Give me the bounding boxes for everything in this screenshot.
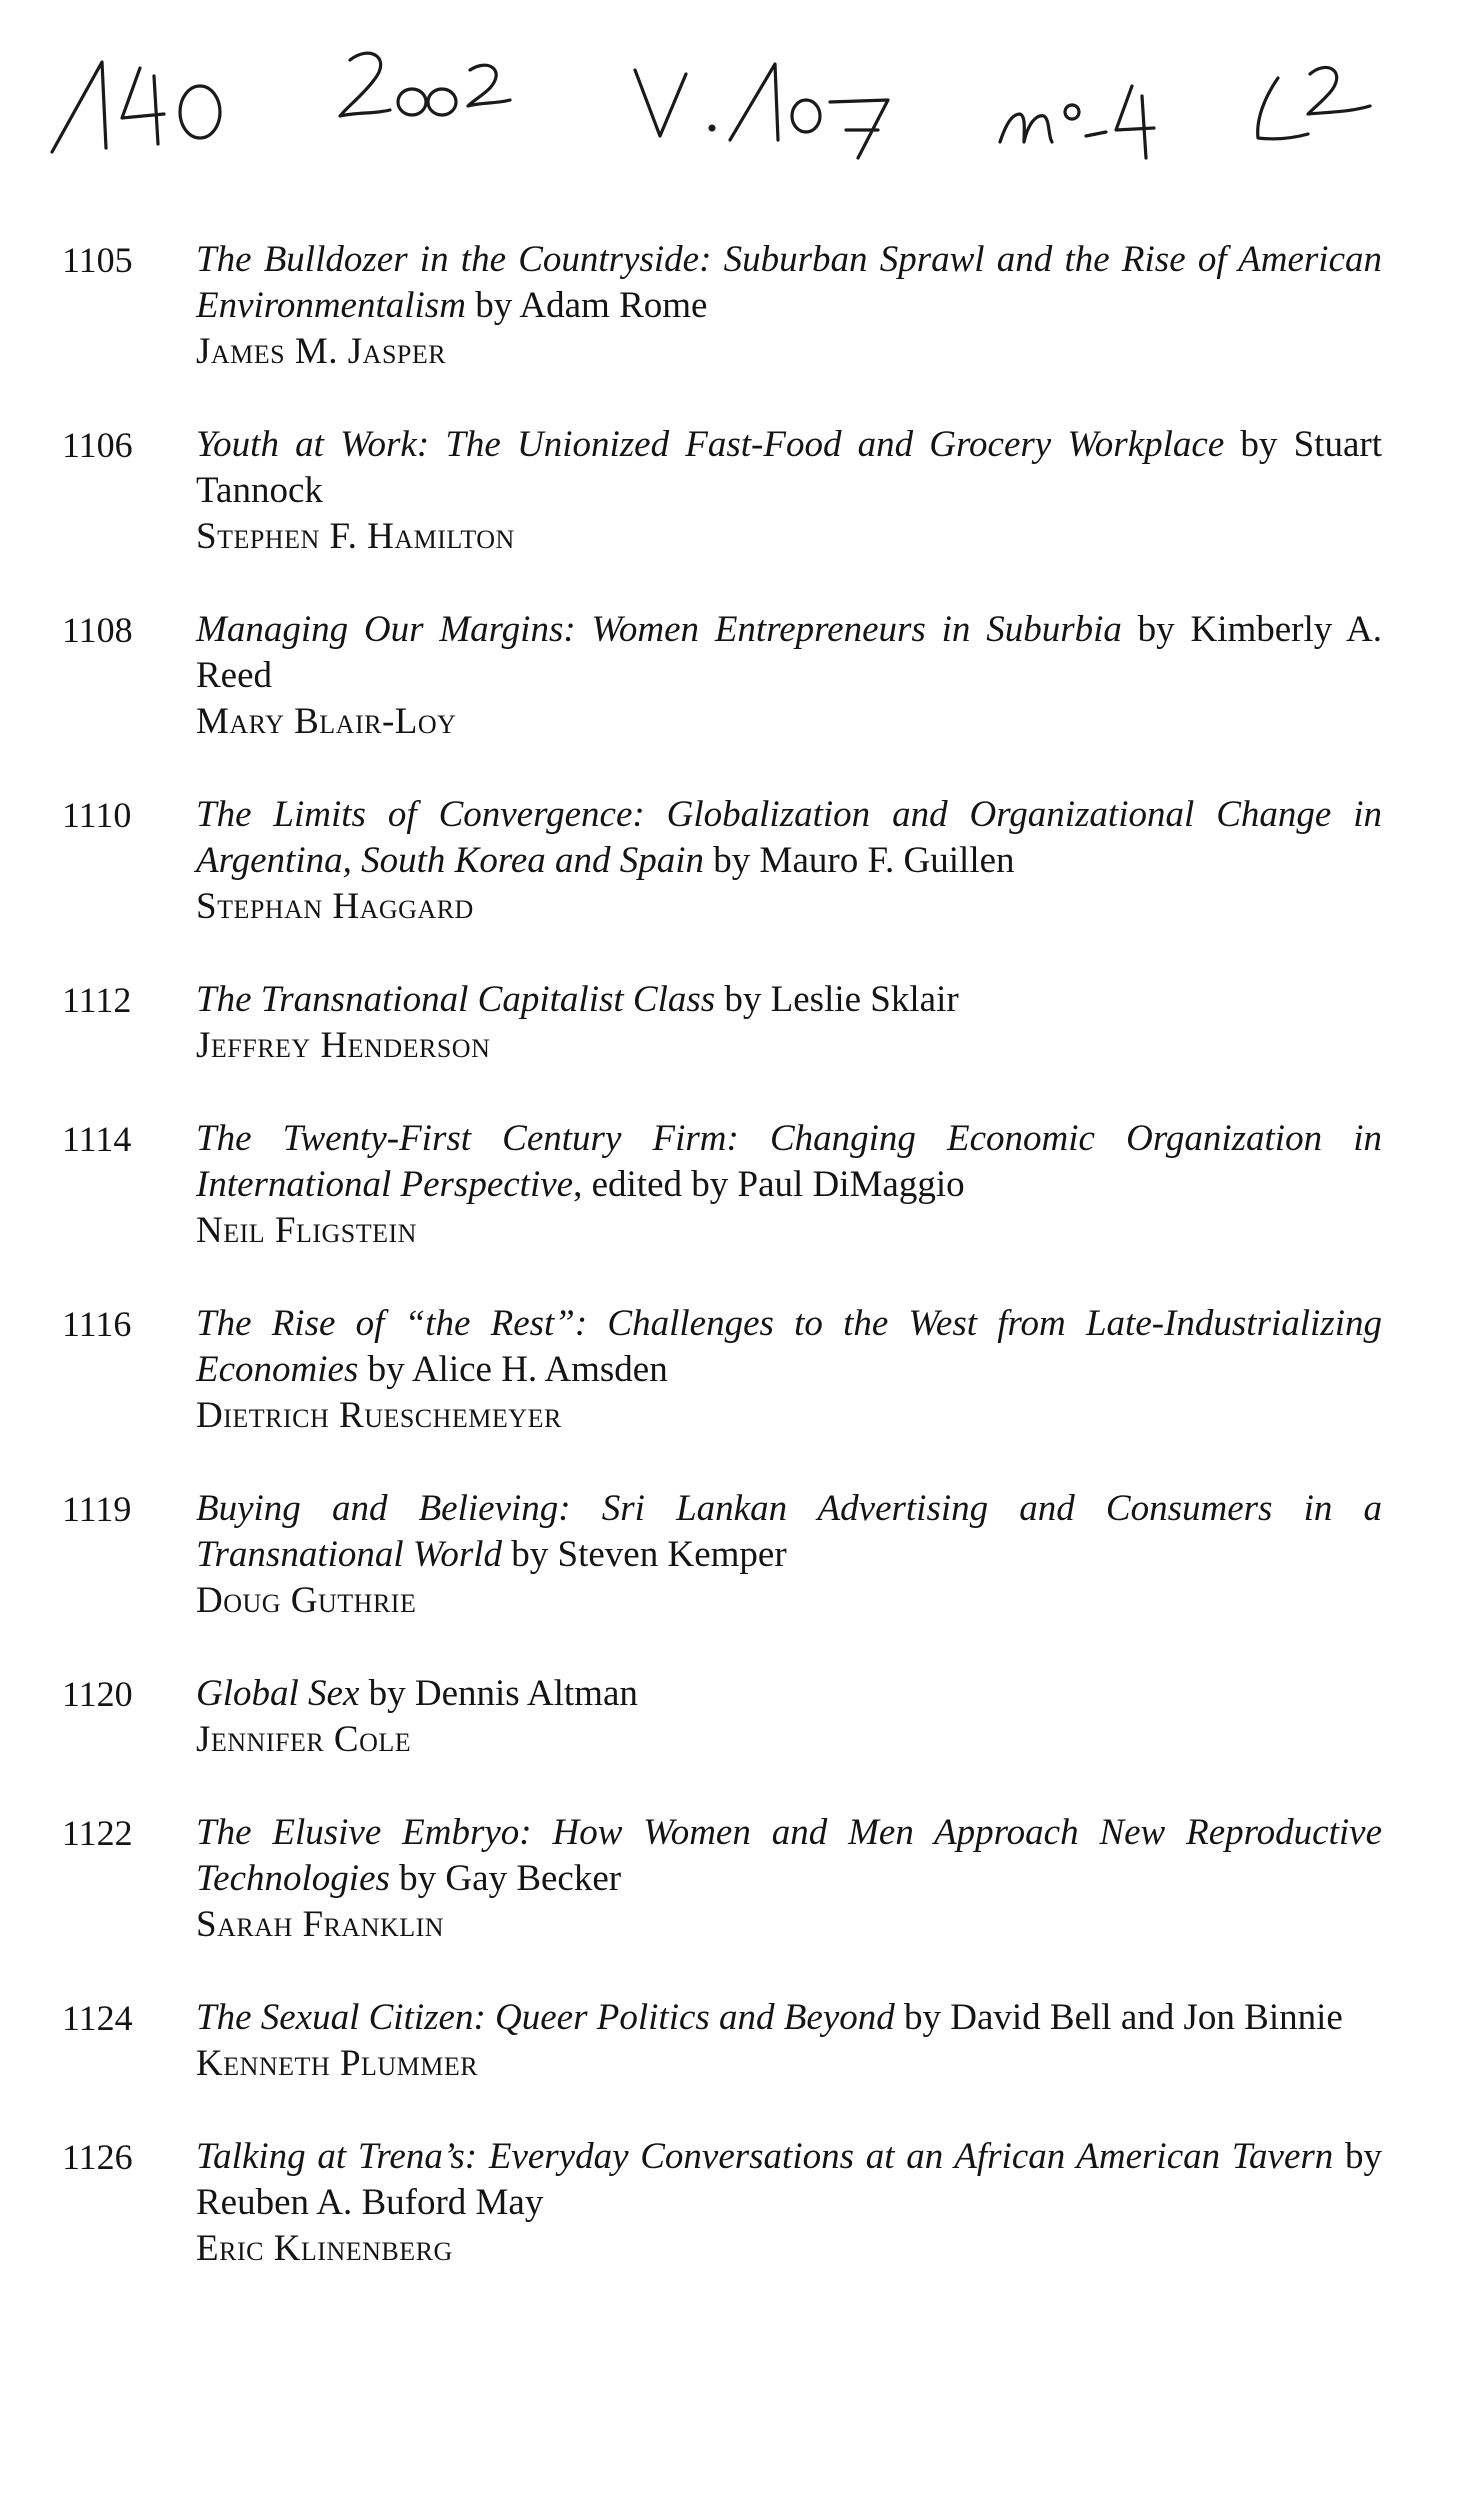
page-number: 1122 bbox=[62, 1813, 133, 1853]
toc-entry bbox=[62, 1301, 1382, 1439]
toc-entry bbox=[62, 1810, 1382, 1948]
book-byline: by Kimberly A. Reed bbox=[196, 609, 1382, 696]
entry-body bbox=[196, 1810, 1382, 1948]
page-number: 1114 bbox=[62, 1119, 132, 1159]
reviewer-name: Kenneth Plummer bbox=[196, 2043, 479, 2084]
page-number: 1124 bbox=[62, 1998, 133, 2038]
page-number: 1126 bbox=[62, 2137, 133, 2177]
book-byline: by David Bell and Jon Binnie bbox=[894, 1997, 1343, 2038]
reviewer-name: Neil Fligstein bbox=[196, 1210, 417, 1251]
page-number: 1119 bbox=[62, 1489, 132, 1529]
entry-body bbox=[196, 607, 1382, 745]
entry-body bbox=[196, 1116, 1382, 1254]
reviewer-name: Jeffrey Henderson bbox=[196, 1025, 491, 1066]
book-title: Youth at Work: The Unionized Fast-Food and Grocery Workplace bbox=[196, 424, 1225, 465]
book-byline: by Reuben A. Buford May bbox=[196, 2136, 1382, 2223]
title-line bbox=[196, 1116, 1382, 1208]
title-line bbox=[196, 792, 1382, 884]
page-number: 1110 bbox=[62, 795, 132, 835]
handwritten-call-number bbox=[40, 40, 1440, 160]
title-line bbox=[196, 1486, 1382, 1578]
entry-body bbox=[196, 792, 1382, 930]
entry-body bbox=[196, 1301, 1382, 1439]
book-byline: by Alice H. Amsden bbox=[358, 1349, 668, 1390]
book-title: The Limits of Convergence: Globalization and Organizational Change in Argentina, South Korea and Spain bbox=[196, 794, 1382, 881]
toc-entry bbox=[62, 792, 1382, 930]
title-line bbox=[196, 237, 1382, 329]
title-line bbox=[196, 1995, 1382, 2041]
title-line bbox=[196, 2134, 1382, 2226]
toc-entry bbox=[62, 1671, 1382, 1763]
entry-body bbox=[196, 977, 1382, 1069]
toc-entry bbox=[62, 1486, 1382, 1624]
entry-body bbox=[196, 1995, 1382, 2087]
book-byline: by Leslie Sklair bbox=[715, 979, 959, 1020]
book-title: The Bulldozer in the Countryside: Suburban Sprawl and the Rise of American Environmentalism bbox=[196, 239, 1382, 326]
book-title: The Elusive Embryo: How Women and Men Approach New Reproductive Technologies bbox=[196, 1812, 1382, 1899]
toc-entry bbox=[62, 1116, 1382, 1254]
book-byline: by Gay Becker bbox=[389, 1858, 622, 1899]
toc-entry bbox=[62, 422, 1382, 560]
book-byline: by Steven Kemper bbox=[502, 1534, 787, 1575]
book-title: Talking at Trena’s: Everyday Conversations at an African American Tavern bbox=[196, 2136, 1334, 2177]
entry-body bbox=[196, 237, 1382, 375]
title-line bbox=[196, 1810, 1382, 1902]
page-number: 1112 bbox=[62, 980, 132, 1020]
book-title: Managing Our Margins: Women Entrepreneurs in Suburbia bbox=[196, 609, 1122, 650]
book-byline: by Stuart Tannock bbox=[196, 424, 1382, 511]
book-title: The Twenty-First Century Firm: Changing Economic Organization in International Perspective bbox=[196, 1118, 1382, 1205]
toc-entry bbox=[62, 2134, 1382, 2272]
title-line bbox=[196, 607, 1382, 699]
book-title: The Transnational Capitalist Class bbox=[196, 979, 716, 1020]
reviewer-name: Doug Guthrie bbox=[196, 1580, 417, 1621]
reviewer-name: James M. Jasper bbox=[196, 331, 447, 372]
book-byline: by Dennis Altman bbox=[359, 1673, 638, 1714]
reviewer-name: Stephen F. Hamilton bbox=[196, 516, 515, 557]
title-line bbox=[196, 977, 1382, 1023]
book-title: The Rise of “the Rest”: Challenges to the West from Late-Industrializing Economies bbox=[196, 1303, 1382, 1390]
reviewer-name: Stephan Haggard bbox=[196, 886, 474, 927]
title-line bbox=[196, 1301, 1382, 1393]
reviewer-name: Dietrich Rueschemeyer bbox=[196, 1395, 562, 1436]
book-title: Global Sex bbox=[196, 1673, 360, 1714]
page-number: 1108 bbox=[62, 610, 133, 650]
book-byline: , edited by Paul DiMaggio bbox=[573, 1164, 965, 1205]
toc-entry bbox=[62, 237, 1382, 375]
book-byline: by Mauro F. Guillen bbox=[704, 840, 1015, 881]
toc-entry bbox=[62, 1995, 1382, 2087]
page-number: 1105 bbox=[62, 240, 133, 280]
book-byline: by Adam Rome bbox=[465, 285, 708, 326]
page-number: 1116 bbox=[62, 1304, 132, 1344]
table-of-contents bbox=[62, 237, 1382, 2319]
reviewer-name: Mary Blair-Loy bbox=[196, 701, 457, 742]
toc-entry bbox=[62, 607, 1382, 745]
reviewer-name: Jennifer Cole bbox=[196, 1719, 412, 1760]
reviewer-name: Eric Klinenberg bbox=[196, 2228, 453, 2269]
book-title: The Sexual Citizen: Queer Politics and Beyond bbox=[196, 1997, 895, 2038]
book-title: Buying and Believing: Sri Lankan Advertising and Consumers in a Transnational World bbox=[196, 1488, 1382, 1575]
page-number: 1106 bbox=[62, 425, 133, 465]
reviewer-name: Sarah Franklin bbox=[196, 1904, 445, 1945]
title-line bbox=[196, 422, 1382, 514]
entry-body bbox=[196, 1486, 1382, 1624]
entry-body bbox=[196, 2134, 1382, 2272]
title-line bbox=[196, 1671, 1382, 1717]
toc-entry bbox=[62, 977, 1382, 1069]
page-number: 1120 bbox=[62, 1674, 133, 1714]
entry-body bbox=[196, 1671, 1382, 1763]
entry-body bbox=[196, 422, 1382, 560]
